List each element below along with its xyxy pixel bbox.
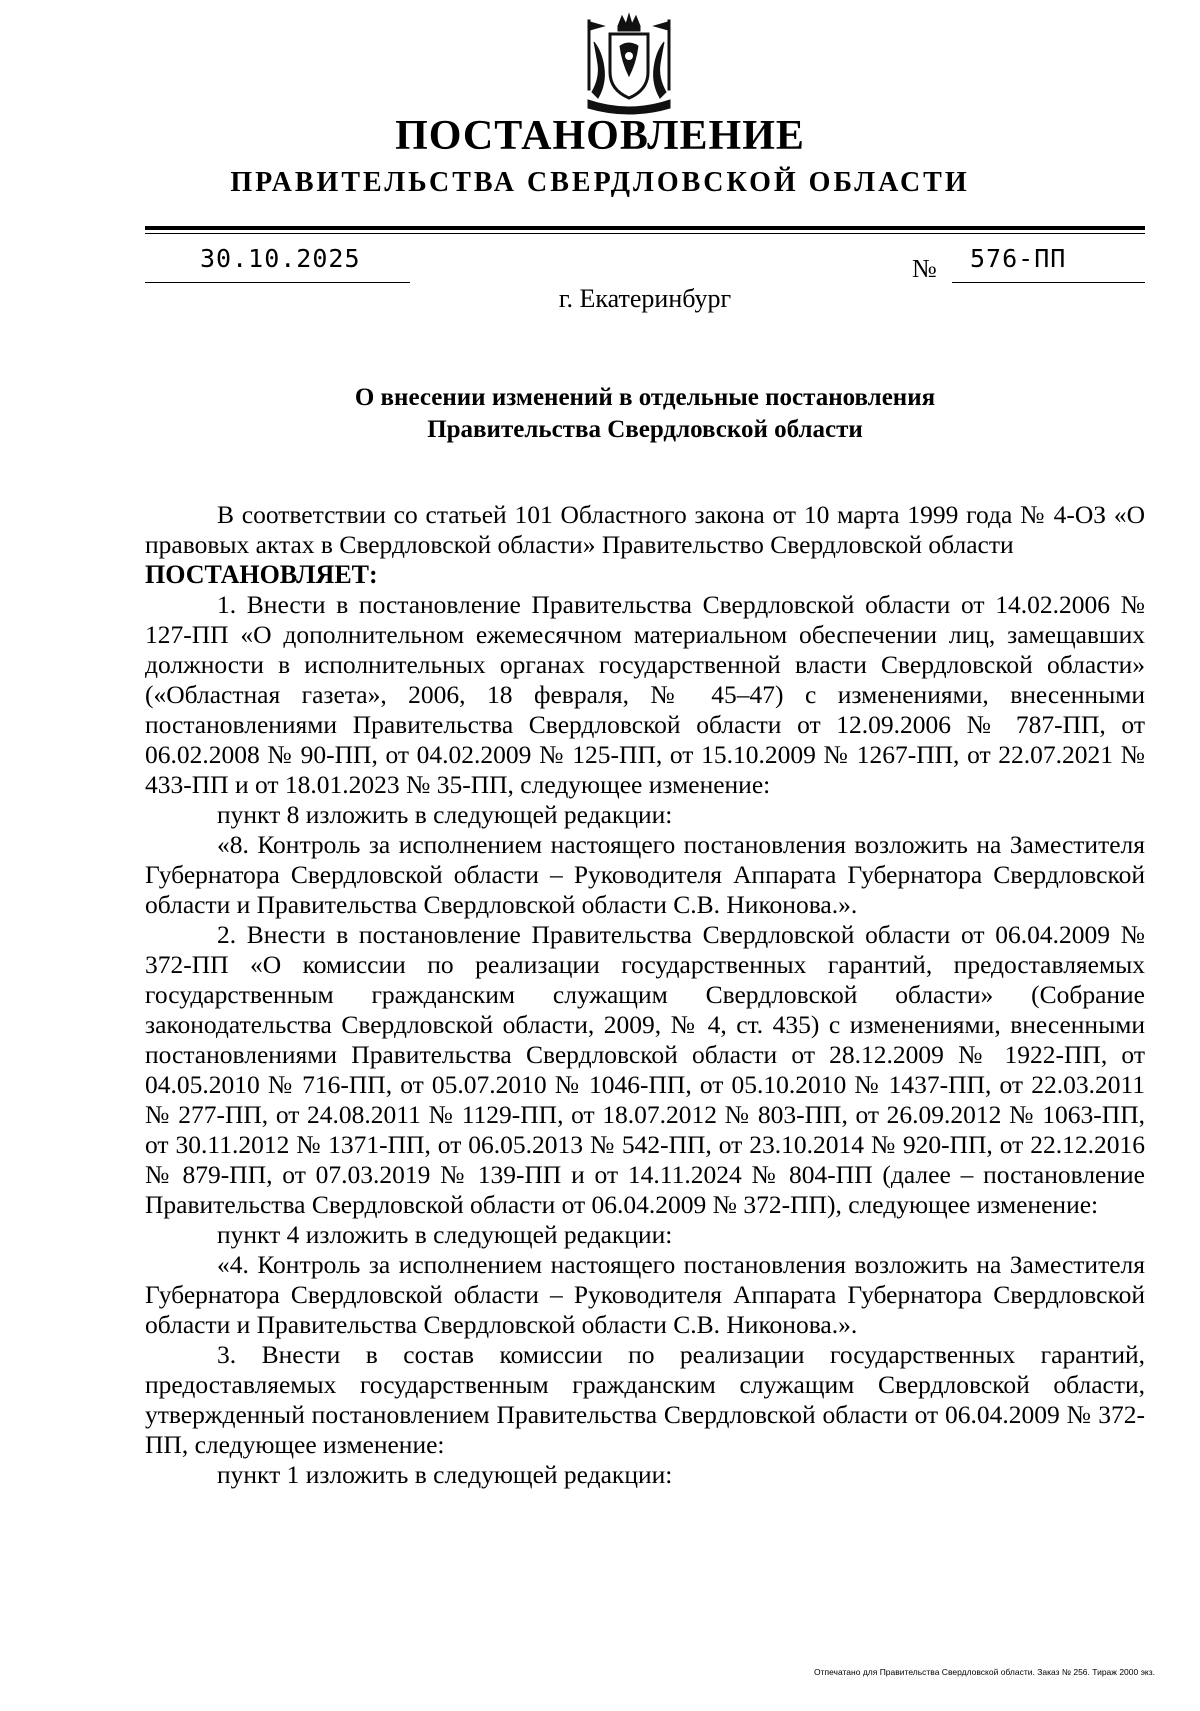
- paragraph-1-sub: пункт 8 изложить в следующей редакции:: [217, 800, 673, 829]
- heading-line-2: Правительства Свердловской области: [427, 416, 863, 443]
- paragraph-1-quote: «8. Контроль за исполнением настоящего постановления возложить на Заместителя Губернатора Свердловской области – Руководителя Аппарата Губернатора Свердловской области и Правительства Свердловской области С.В. Никонова.».: [145, 830, 1145, 919]
- paragraph-3-sub: пункт 1 изложить в следующей редакции:: [217, 1460, 673, 1489]
- heading-line-1: О внесении изменений в отдельные постановления: [354, 384, 936, 411]
- intro-paragraph: В соответствии со статьей 101 Областного закона от 10 марта 1999 года № 4-ОЗ «О правовых актах в Свердловской области» Правительство Свердловской области: [145, 500, 1145, 559]
- document-heading: [0, 382, 1200, 446]
- document-body: [145, 500, 1145, 1490]
- coat-of-arms-emblem: [574, 12, 684, 118]
- issuing-authority: ПРАВИТЕЛЬСТВА СВЕРДЛОВСКОЙ ОБЛАСТИ: [230, 167, 970, 198]
- document-type-title: ПОСТАНОВЛЕНИЕ: [395, 113, 805, 159]
- header-rule-thick: [145, 226, 1145, 230]
- paragraph-2-quote: «4. Контроль за исполнением настоящего постановления возложить на Заместителя Губернатора Свердловской области – Руководителя Аппарата Губернатора Свердловской области и Правительства Свердловской области С.В. Никонова.».: [145, 1250, 1145, 1339]
- paragraph-2: 2. Внести в постановление Правительства Свердловской области от 06.04.2009 № 372-ПП «О комиссии по реализации государственных гарантий, предоставляемых государственным гражданским служащим Свердловской области» (Собрание законодательства Свердловской области, 2009, № 4, ст. 435) с изменениями, внесенными постановлениями Правительства Свердловской области от 28.12.2009 № 1922-ПП, от 04.05.2010 № 716-ПП, от 05.07.2010 № 1046-ПП, от 05.10.2010 № 1437-ПП, от 22.03.2011 № 277-ПП, от 24.08.2011 № 1129-ПП, от 18.07.2012 № 803-ПП, от 26.09.2012 № 1063-ПП, от 30.11.2012 № 1371-ПП, от 06.05.2013 № 542-ПП, от 23.10.2014 № 920-ПП, от 22.12.2016 № 879-ПП, от 07.03.2019 № 139-ПП и от 14.11.2024 № 804-ПП (далее – постановление Правительства Свердловской области от 06.04.2009 № 372-ПП), следующее изменение:: [145, 920, 1145, 1219]
- document-number: 576-ПП: [970, 244, 1067, 273]
- document-date: 30.10.2025: [200, 244, 361, 273]
- number-underline: [952, 282, 1145, 283]
- paragraph-1: 1. Внести в постановление Правительства Свердловской области от 14.02.2006 № 127-ПП «О дополнительном ежемесячном материальном обеспечении лиц, замещавших должности в исполнительных органах государственной власти Свердловской области» («Областная газета», 2006, 18 февраля, № 45–47) с изменениями, внесенными постановлениями Правительства Свердловской области от 12.09.2006 № 787-ПП, от 06.02.2008 № 90-ПП, от 04.02.2009 № 125-ПП, от 15.10.2009 № 1267-ПП, от 22.07.2021 № 433-ПП и от 18.01.2023 № 35-ПП, следующее изменение:: [145, 590, 1145, 799]
- print-imprint: Отпечатано для Правительства Свердловской области. Заказ № 256. Тираж 2000 экз.: [813, 1667, 1155, 1677]
- number-sign: №: [912, 254, 937, 283]
- decree-word-paragraph: [145, 560, 1145, 590]
- header-rule-thin: [145, 233, 1145, 234]
- issue-city: г. Екатеринбург: [558, 284, 732, 313]
- date-underline: [145, 282, 410, 283]
- decree-word: ПОСТАНОВЛЯЕТ:: [145, 560, 378, 589]
- paragraph-3: 3. Внести в состав комиссии по реализации государственных гарантий, предоставляемых государственным гражданским служащим Свердловской области, утвержденный постановлением Правительства Свердловской области от 06.04.2009 № 372-ПП, следующее изменение:: [145, 1340, 1145, 1459]
- paragraph-2-sub: пункт 4 изложить в следующей редакции:: [217, 1220, 673, 1249]
